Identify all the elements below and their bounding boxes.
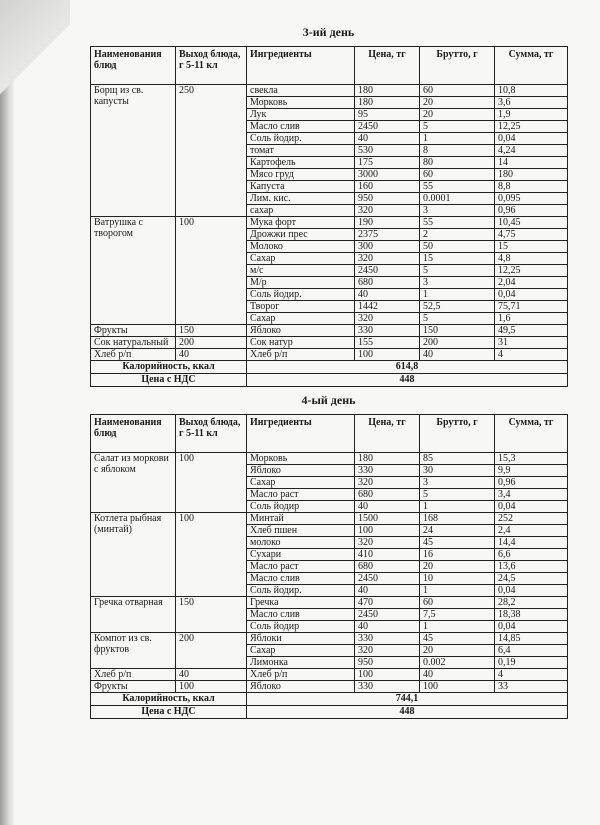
ingredient-sum: 14 — [495, 157, 568, 169]
dish-yield: 100 — [176, 681, 247, 693]
dish-yield: 40 — [176, 669, 247, 681]
ingredient-name: Соль йодир. — [247, 585, 355, 597]
ingredient-gross: 150 — [420, 325, 495, 337]
ingredient-sum: 6,6 — [495, 549, 568, 561]
ingredient-sum: 0,04 — [495, 289, 568, 301]
ingredient-price: 155 — [355, 337, 420, 349]
ingredient-name: Дрожжи прес — [247, 229, 355, 241]
ingredient-name: Картофель — [247, 157, 355, 169]
calories-label: Калорийность, ккал — [91, 361, 247, 374]
ingredient-name: Сахар — [247, 477, 355, 489]
ingredient-name: томат — [247, 145, 355, 157]
header-gross: Брутто, г — [420, 47, 495, 85]
ingredient-row — [91, 681, 568, 693]
ingredient-price: 680 — [355, 561, 420, 573]
ingredient-price: 680 — [355, 489, 420, 501]
ingredient-name: М/р — [247, 277, 355, 289]
ingredient-gross: 0.002 — [420, 657, 495, 669]
ingredient-row — [91, 349, 568, 361]
ingredient-price: 320 — [355, 537, 420, 549]
ingredient-name: Творог — [247, 301, 355, 313]
ingredient-sum: 75,71 — [495, 301, 568, 313]
ingredient-gross: 40 — [420, 669, 495, 681]
dish-yield: 100 — [176, 453, 247, 513]
ingredient-gross: 1 — [420, 621, 495, 633]
ingredient-gross: 45 — [420, 537, 495, 549]
ingredient-price: 3000 — [355, 169, 420, 181]
ingredient-gross: 85 — [420, 453, 495, 465]
ingredient-price: 410 — [355, 549, 420, 561]
ingredient-gross: 200 — [420, 337, 495, 349]
ingredient-price: 470 — [355, 597, 420, 609]
header-yield: Выход блюда, г 5-11 кл — [176, 47, 247, 85]
ingredient-gross: 30 — [420, 465, 495, 477]
ingredient-sum: 0,04 — [495, 501, 568, 513]
ingredient-name: Морковь — [247, 453, 355, 465]
ingredient-price: 180 — [355, 453, 420, 465]
ingredient-sum: 12,25 — [495, 121, 568, 133]
ingredient-sum: 9,9 — [495, 465, 568, 477]
dish-yield: 100 — [176, 513, 247, 597]
dish-name: Гречка отварная — [91, 597, 176, 633]
ingredient-name: Соль йодир. — [247, 289, 355, 301]
ingredient-name: Хлеб р/п — [247, 349, 355, 361]
header-yield: Выход блюда, г 5-11 кл — [176, 415, 247, 453]
ingredient-name: Сахар — [247, 645, 355, 657]
ingredient-name: Минтай — [247, 513, 355, 525]
header-ingredients: Ингредиенты — [247, 47, 355, 85]
ingredient-sum: 2,4 — [495, 525, 568, 537]
calories-row — [91, 693, 568, 706]
ingredient-price: 2450 — [355, 121, 420, 133]
ingredient-gross: 50 — [420, 241, 495, 253]
ingredient-sum: 10,8 — [495, 85, 568, 97]
ingredient-price: 100 — [355, 349, 420, 361]
ingredient-price: 530 — [355, 145, 420, 157]
dish-yield: 150 — [176, 325, 247, 337]
calories-row — [91, 361, 568, 374]
ingredient-price: 320 — [355, 205, 420, 217]
ingredient-gross: 1 — [420, 501, 495, 513]
ingredient-row — [91, 325, 568, 337]
ingredient-gross: 7,5 — [420, 609, 495, 621]
ingredient-sum: 8,8 — [495, 181, 568, 193]
ingredient-sum: 18,38 — [495, 609, 568, 621]
ingredient-sum: 33 — [495, 681, 568, 693]
ingredient-price: 160 — [355, 181, 420, 193]
ingredient-sum: 3,4 — [495, 489, 568, 501]
ingredient-price: 330 — [355, 681, 420, 693]
ingredient-price: 2450 — [355, 609, 420, 621]
ingredient-sum: 4,75 — [495, 229, 568, 241]
ingredient-gross: 2 — [420, 229, 495, 241]
ingredient-name: Масло раст — [247, 561, 355, 573]
calories-label: Калорийность, ккал — [91, 693, 247, 706]
ingredient-name: Масло слив — [247, 573, 355, 585]
ingredient-sum: 0,19 — [495, 657, 568, 669]
ingredient-gross: 60 — [420, 169, 495, 181]
ingredient-gross: 45 — [420, 633, 495, 645]
ingredient-name: Хлеб пшен — [247, 525, 355, 537]
ingredient-name: Масло слив — [247, 609, 355, 621]
ingredient-price: 680 — [355, 277, 420, 289]
ingredient-gross: 1 — [420, 585, 495, 597]
ingredient-gross: 40 — [420, 349, 495, 361]
ingredient-name: Соль йодир. — [247, 133, 355, 145]
ingredient-gross: 3 — [420, 277, 495, 289]
day4-title: 4-ый день — [301, 393, 356, 407]
ingredient-gross: 20 — [420, 561, 495, 573]
header-dish: Наименования блюд — [91, 415, 176, 453]
ingredient-gross: 60 — [420, 597, 495, 609]
ingredient-sum: 28,2 — [495, 597, 568, 609]
ingredient-sum: 10,45 — [495, 217, 568, 229]
dish-name: Салат из моркови с яблоком — [91, 453, 176, 513]
ingredient-gross: 5 — [420, 313, 495, 325]
dish-yield: 200 — [176, 633, 247, 669]
ingredient-price: 100 — [355, 525, 420, 537]
ingredient-name: Соль йодир — [247, 501, 355, 513]
ingredient-price: 2375 — [355, 229, 420, 241]
ingredient-price: 320 — [355, 313, 420, 325]
ingredient-name: Молоко — [247, 241, 355, 253]
ingredient-gross: 5 — [420, 121, 495, 133]
dish-name: Котлета рыбная (минтай) — [91, 513, 176, 597]
ingredient-sum: 3,6 — [495, 97, 568, 109]
ingredient-name: Масло слив — [247, 121, 355, 133]
ingredient-gross: 0.0001 — [420, 193, 495, 205]
ingredient-price: 40 — [355, 501, 420, 513]
ingredient-gross: 80 — [420, 157, 495, 169]
ingredient-price: 100 — [355, 669, 420, 681]
ingredient-price: 1442 — [355, 301, 420, 313]
ingredient-name: Мясо груд — [247, 169, 355, 181]
ingredient-row — [91, 453, 568, 465]
calories-value: 614,8 — [247, 361, 568, 374]
ingredient-name: Яблоки — [247, 633, 355, 645]
ingredient-name: Сахар — [247, 313, 355, 325]
ingredient-gross: 100 — [420, 681, 495, 693]
header-price: Цена, тг — [355, 47, 420, 85]
dish-yield: 150 — [176, 597, 247, 633]
dish-yield: 100 — [176, 217, 247, 325]
ingredient-name: Гречка — [247, 597, 355, 609]
ingredient-gross: 60 — [420, 85, 495, 97]
ingredient-price: 320 — [355, 253, 420, 265]
dish-name: Ватрушка с творогом — [91, 217, 176, 325]
ingredient-sum: 31 — [495, 337, 568, 349]
ingredient-price: 1500 — [355, 513, 420, 525]
ingredient-price: 180 — [355, 85, 420, 97]
ingredient-sum: 2,04 — [495, 277, 568, 289]
dish-name: Борщ из св. капусты — [91, 85, 176, 217]
ingredient-sum: 4,24 — [495, 145, 568, 157]
dish-yield: 200 — [176, 337, 247, 349]
ingredient-name: Капуста — [247, 181, 355, 193]
ingredient-sum: 0,04 — [495, 585, 568, 597]
ingredient-price: 950 — [355, 193, 420, 205]
ingredient-sum: 4,8 — [495, 253, 568, 265]
price-vat-label: Цена с НДС — [91, 706, 247, 719]
ingredient-sum: 1,9 — [495, 109, 568, 121]
ingredient-name: м/с — [247, 265, 355, 277]
ingredient-sum: 12,25 — [495, 265, 568, 277]
ingredient-price: 40 — [355, 289, 420, 301]
ingredient-price: 950 — [355, 657, 420, 669]
dish-name: Хлеб р/п — [91, 349, 176, 361]
ingredient-sum: 4 — [495, 669, 568, 681]
ingredient-row — [91, 669, 568, 681]
ingredient-sum: 0,095 — [495, 193, 568, 205]
dish-name: Хлеб р/п — [91, 669, 176, 681]
header-row — [91, 415, 568, 453]
price-vat-value: 448 — [247, 374, 568, 387]
ingredient-name: молоко — [247, 537, 355, 549]
ingredient-gross: 5 — [420, 489, 495, 501]
ingredient-name: Хлеб р/п — [247, 669, 355, 681]
dish-name: Фрукты — [91, 325, 176, 337]
header-gross: Брутто, г — [420, 415, 495, 453]
ingredient-sum: 0,96 — [495, 477, 568, 489]
ingredient-name: Масло раст — [247, 489, 355, 501]
dish-name: Компот из св. фруктов — [91, 633, 176, 669]
ingredient-row — [91, 217, 568, 229]
ingredient-sum: 180 — [495, 169, 568, 181]
ingredient-name: Сухари — [247, 549, 355, 561]
ingredient-row — [91, 337, 568, 349]
ingredient-sum: 1,6 — [495, 313, 568, 325]
ingredient-sum: 15,3 — [495, 453, 568, 465]
ingredient-name: Лук — [247, 109, 355, 121]
ingredient-sum: 0,04 — [495, 621, 568, 633]
ingredient-price: 320 — [355, 645, 420, 657]
dish-name: Фрукты — [91, 681, 176, 693]
ingredient-sum: 0,04 — [495, 133, 568, 145]
ingredient-price: 180 — [355, 97, 420, 109]
ingredient-price: 330 — [355, 633, 420, 645]
ingredient-price: 175 — [355, 157, 420, 169]
ingredient-sum: 24,5 — [495, 573, 568, 585]
ingredient-name: Сахар — [247, 253, 355, 265]
ingredient-name: Яблоко — [247, 465, 355, 477]
scan-page-edge — [0, 0, 14, 825]
ingredient-price: 2450 — [355, 573, 420, 585]
ingredient-gross: 16 — [420, 549, 495, 561]
price-vat-label: Цена с НДС — [91, 374, 247, 387]
ingredient-name: Лимонка — [247, 657, 355, 669]
ingredient-gross: 8 — [420, 145, 495, 157]
ingredient-name: Соль йодир — [247, 621, 355, 633]
ingredient-sum: 4 — [495, 349, 568, 361]
ingredient-name: Лим. кис. — [247, 193, 355, 205]
ingredient-name: Сок натур — [247, 337, 355, 349]
ingredient-gross: 168 — [420, 513, 495, 525]
ingredient-gross: 3 — [420, 477, 495, 489]
price-vat-row — [91, 374, 568, 387]
price-vat-value: 448 — [247, 706, 568, 719]
price-vat-row — [91, 706, 568, 719]
ingredient-sum: 0,96 — [495, 205, 568, 217]
ingredient-gross: 5 — [420, 265, 495, 277]
ingredient-price: 95 — [355, 109, 420, 121]
ingredient-name: свекла — [247, 85, 355, 97]
ingredient-gross: 10 — [420, 573, 495, 585]
header-row — [91, 47, 568, 85]
ingredient-price: 330 — [355, 465, 420, 477]
header-dish: Наименования блюд — [91, 47, 176, 85]
ingredient-row — [91, 513, 568, 525]
ingredient-gross: 55 — [420, 217, 495, 229]
ingredient-gross: 1 — [420, 133, 495, 145]
ingredient-gross: 20 — [420, 645, 495, 657]
dish-yield: 250 — [176, 85, 247, 217]
ingredient-sum: 14,85 — [495, 633, 568, 645]
ingredient-gross: 15 — [420, 253, 495, 265]
dish-name: Сок натуральный — [91, 337, 176, 349]
header-sum: Сумма, тг — [495, 47, 568, 85]
ingredient-sum: 6,4 — [495, 645, 568, 657]
ingredient-gross: 20 — [420, 109, 495, 121]
day3-menu-table — [90, 46, 568, 387]
scan-page-curl — [0, 0, 70, 100]
ingredient-sum: 49,5 — [495, 325, 568, 337]
calories-value: 744,1 — [247, 693, 568, 706]
day3-title: 3-ий день — [302, 25, 355, 39]
ingredient-gross: 20 — [420, 97, 495, 109]
ingredient-price: 330 — [355, 325, 420, 337]
ingredient-price: 40 — [355, 621, 420, 633]
ingredient-gross: 1 — [420, 289, 495, 301]
ingredient-name: Яблоко — [247, 681, 355, 693]
header-price: Цена, тг — [355, 415, 420, 453]
ingredient-row — [91, 633, 568, 645]
ingredient-sum: 15 — [495, 241, 568, 253]
ingredient-row — [91, 597, 568, 609]
ingredient-row — [91, 85, 568, 97]
ingredient-price: 300 — [355, 241, 420, 253]
ingredient-sum: 13,6 — [495, 561, 568, 573]
dish-yield: 40 — [176, 349, 247, 361]
ingredient-gross: 3 — [420, 205, 495, 217]
ingredient-gross: 24 — [420, 525, 495, 537]
header-ingredients: Ингредиенты — [247, 415, 355, 453]
ingredient-gross: 52,5 — [420, 301, 495, 313]
ingredient-price: 40 — [355, 133, 420, 145]
ingredient-gross: 55 — [420, 181, 495, 193]
ingredient-price: 2450 — [355, 265, 420, 277]
ingredient-price: 320 — [355, 477, 420, 489]
day4-menu-table — [90, 414, 568, 719]
ingredient-name: Морковь — [247, 97, 355, 109]
ingredient-name: Яблоко — [247, 325, 355, 337]
header-sum: Сумма, тг — [495, 415, 568, 453]
ingredient-sum: 14,4 — [495, 537, 568, 549]
ingredient-price: 40 — [355, 585, 420, 597]
ingredient-sum: 252 — [495, 513, 568, 525]
ingredient-price: 190 — [355, 217, 420, 229]
ingredient-name: сахар — [247, 205, 355, 217]
ingredient-name: Мука форт — [247, 217, 355, 229]
